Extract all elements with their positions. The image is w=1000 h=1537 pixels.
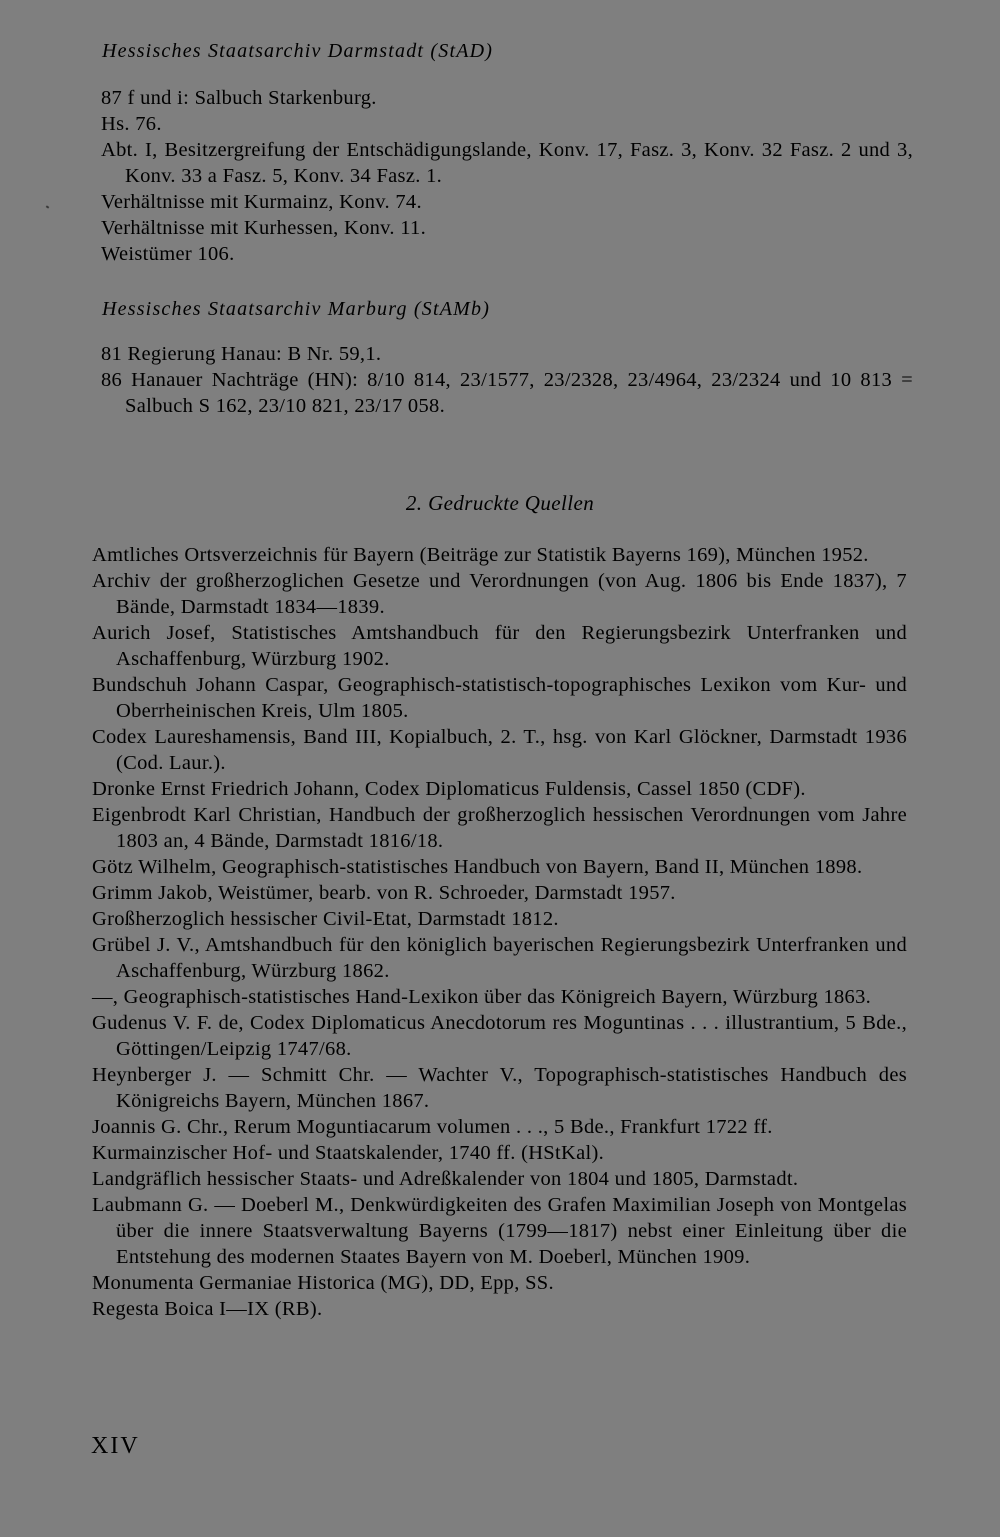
section-title-printed-sources: 2. Gedruckte Quellen bbox=[405, 491, 595, 515]
bibliography-entry: Grübel J. V., Amtshandbuch für den königlich bayerischen Regierungsbezirk Unterfranken und Aschaffenburg, Würzburg 1862. bbox=[92, 934, 907, 982]
bibliography-entry: Heynberger J. — Schmitt Chr. — Wachter V., Topographisch-statistisches Handbuch des Königreichs Bayern, München 1867. bbox=[92, 1064, 907, 1112]
bibliography-entry: Kurmainzischer Hof- und Staatskalender, 1740 ff. (HStKal). bbox=[92, 1142, 605, 1164]
scan-speck bbox=[46, 205, 50, 208]
bibliography-entry: Regesta Boica I—IX (RB). bbox=[92, 1298, 323, 1320]
bibliography-entry: Archiv der großherzoglichen Gesetze und Verordnungen (von Aug. 1806 bis Ende 1837), 7 Bände, Darmstadt 1834—1839. bbox=[92, 570, 907, 618]
bibliography-entry: Götz Wilhelm, Geographisch-statistisches Handbuch von Bayern, Band II, München 1898. bbox=[92, 856, 863, 878]
bibliography-entry: Grimm Jakob, Weistümer, bearb. von R. Schroeder, Darmstadt 1957. bbox=[92, 882, 676, 904]
archive-entry: Verhältnisse mit Kurhessen, Konv. 11. bbox=[101, 217, 427, 239]
bibliography-entry: Eigenbrodt Karl Christian, Handbuch der großherzoglich hessischen Verordnungen vom Jahre 1803 an, 4 Bände, Darmstadt 1816/18. bbox=[92, 804, 907, 852]
archive-entry: Abt. I, Besitzergreifung der Entschädigungslande, Konv. 17, Fasz. 3, Konv. 32 Fasz. 2 und 3, Konv. 33 a Fasz. 5, Konv. 34 Fasz. 1. bbox=[101, 139, 913, 187]
bibliography-entry: Großherzoglich hessischer Civil-Etat, Darmstadt 1812. bbox=[92, 908, 559, 930]
bibliography-entry: Landgräflich hessischer Staats- und Adreßkalender von 1804 und 1805, Darmstadt. bbox=[92, 1168, 799, 1190]
bibliography-entry: Aurich Josef, Statistisches Amtshandbuch für den Regierungsbezirk Unterfranken und Aschaffenburg, Würzburg 1902. bbox=[92, 622, 907, 670]
archive-list-stad bbox=[101, 85, 913, 267]
page-number: XIV bbox=[91, 1433, 140, 1459]
bibliography-entry: Amtliches Ortsverzeichnis für Bayern (Beiträge zur Statistik Bayerns 169), München 1952. bbox=[92, 544, 869, 566]
archive-entry: 81 Regierung Hanau: B Nr. 59,1. bbox=[101, 343, 382, 365]
bibliography-entry: Joannis G. Chr., Rerum Moguntiacarum volumen . . ., 5 Bde., Frankfurt 1722 ff. bbox=[92, 1116, 773, 1138]
archive-entry: 87 f und i: Salbuch Starkenburg. bbox=[101, 87, 377, 109]
archive-entry: Verhältnisse mit Kurmainz, Konv. 74. bbox=[101, 191, 422, 213]
bibliography-entry: Monumenta Germaniae Historica (MG), DD, Epp, SS. bbox=[92, 1272, 554, 1294]
archive-list-stamb bbox=[101, 341, 913, 419]
bibliography-entry: —, Geographisch-statistisches Hand-Lexikon über das Königreich Bayern, Würzburg 1863. bbox=[92, 986, 872, 1008]
bibliography-entry: Bundschuh Johann Caspar, Geographisch-statistisch-topographisches Lexikon vom Kur- und Oberrheinischen Kreis, Ulm 1805. bbox=[92, 674, 907, 722]
archive-entry: Weistümer 106. bbox=[101, 243, 235, 265]
archive-entry: Hs. 76. bbox=[101, 113, 162, 135]
bibliography-entry: Laubmann G. — Doeberl M., Denkwürdigkeiten des Grafen Maximilian Joseph von Montgelas über die innere Staatsverwaltung Bayerns (1799—1817) nebst einer Einleitung über die Entstehung des modernen Staates Bayern von M. Doeberl, München 1909. bbox=[92, 1194, 907, 1268]
bibliography-entry: Codex Laureshamensis, Band III, Kopialbuch, 2. T., hsg. von Karl Glöckner, Darmstadt 1936 (Cod. Laur.). bbox=[92, 726, 907, 774]
archive-heading-stamb: Hessisches Staatsarchiv Marburg (StAMb) bbox=[102, 298, 491, 320]
archive-heading-stad: Hessisches Staatsarchiv Darmstadt (StAD) bbox=[102, 40, 494, 62]
bibliography-entry: Dronke Ernst Friedrich Johann, Codex Diplomaticus Fuldensis, Cassel 1850 (CDF). bbox=[92, 778, 806, 800]
bibliography-entry: Gudenus V. F. de, Codex Diplomaticus Anecdotorum res Moguntinas . . . illustrantium, 5 Bde., Göttingen/Leipzig 1747/68. bbox=[92, 1012, 907, 1060]
archive-entry: 86 Hanauer Nachträge (HN): 8/10 814, 23/1577, 23/2328, 23/4964, 23/2324 und 10 813 = Salbuch S 162, 23/10 821, 23/17 058. bbox=[101, 369, 913, 417]
printed-sources-list bbox=[92, 542, 907, 1322]
